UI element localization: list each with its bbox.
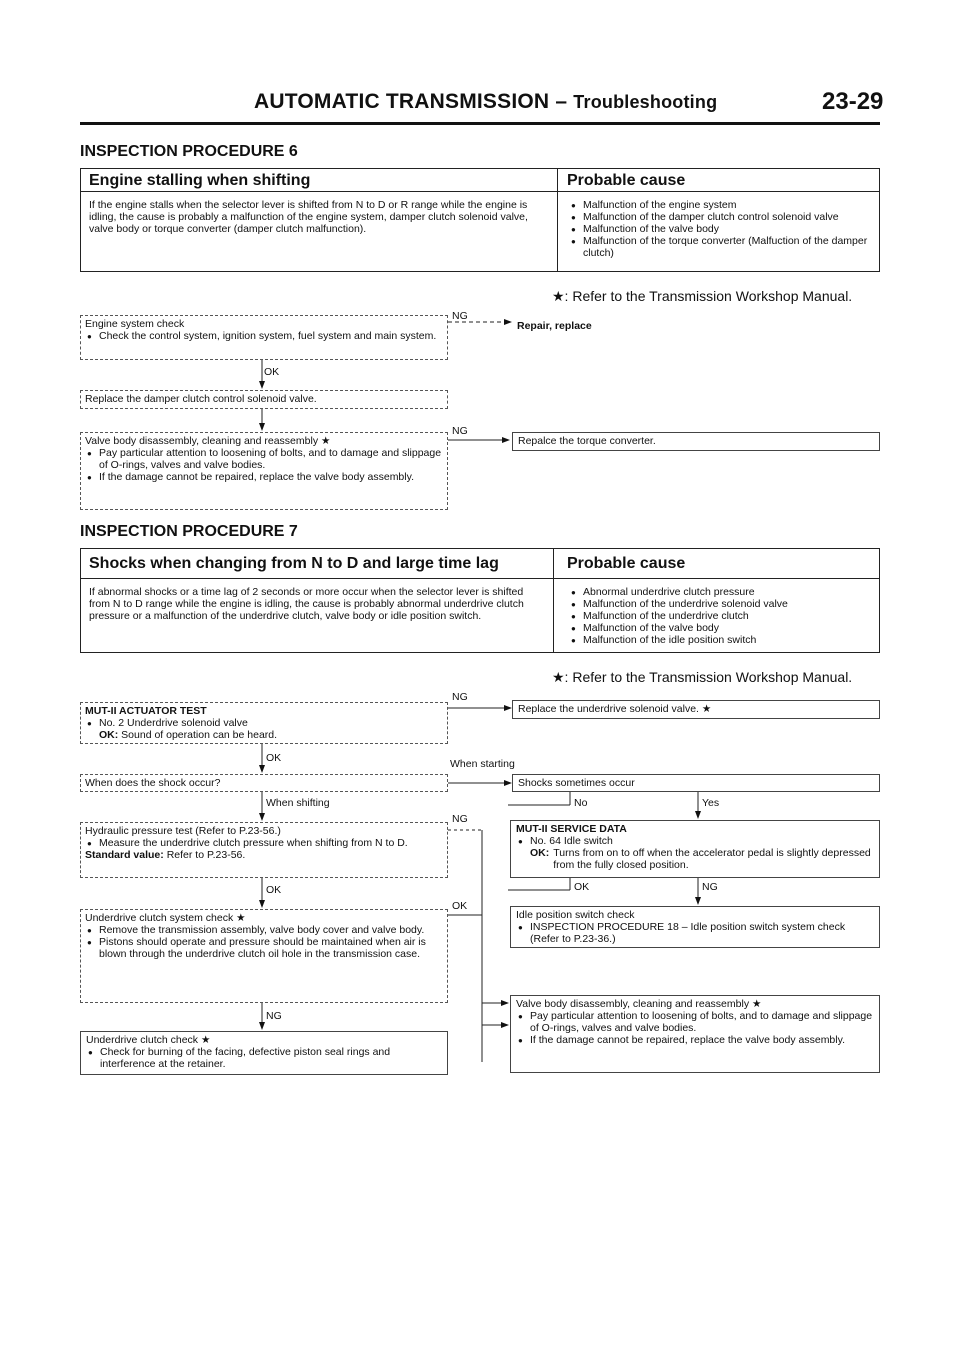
section-subtitle: Troubleshooting <box>573 92 718 112</box>
manual-title: AUTOMATIC TRANSMISSION <box>254 90 550 113</box>
title-dash: – <box>555 90 568 113</box>
cause-item: ● Abnormal underdrive clutch pressure <box>583 586 883 598</box>
proc6-ok-label: OK <box>264 366 280 378</box>
question-text: When does the shock occur? <box>85 777 221 789</box>
proc7-ng-c: NG <box>702 881 718 893</box>
standard-text: Refer to P.23-56. <box>166 849 246 861</box>
ok-text: Sound of operation can be heard. <box>121 729 278 741</box>
proc7-ok-a: OK <box>266 752 282 764</box>
cause-item: ● Malfunction of the damper clutch control solenoid valve <box>583 211 883 223</box>
ok-text: Turns from on to off when the accelerator pedal is slightly depressed from the fully closed position. <box>553 847 871 871</box>
proc7-ok-b: OK <box>266 884 282 896</box>
proc6-heading: INSPECTION PROCEDURE 6 <box>80 143 298 160</box>
step-title: Underdrive clutch check ★ <box>86 1034 211 1046</box>
cause-item: ● Malfunction of the valve body <box>583 622 883 634</box>
proc7-ng-b: NG <box>452 813 468 825</box>
step-item: ● No. 2 Underdrive solenoid valve <box>99 717 443 729</box>
proc7-ok-c: OK <box>574 881 590 893</box>
standard-label: Standard value: <box>85 849 164 861</box>
cause-item: ● Malfunction of the torque converter (Malfuction of the damper clutch) <box>583 235 883 259</box>
step-item: ● Check for burning of the facing, defective piston seal rings and interference at the retainer. <box>100 1046 442 1070</box>
result-text: Replace the underdrive solenoid valve. ★ <box>518 703 712 715</box>
result-text: Shocks sometimes occur <box>518 777 635 789</box>
proc7-ok-d: OK <box>452 900 468 912</box>
proc7-note: ★: Refer to the Transmission Workshop Manual. <box>552 669 853 685</box>
step-item: ● No. 64 Idle switch <box>530 835 874 847</box>
cause-item: ● Malfunction of the engine system <box>583 199 883 211</box>
proc7-cause-title: Probable cause <box>567 555 686 572</box>
proc6-note: ★: Refer to the Transmission Workshop Manual. <box>552 288 853 304</box>
proc6-cause-title: Probable cause <box>567 172 686 189</box>
proc7-symptom-title: Shocks when changing from N to D and large time lag <box>89 555 499 572</box>
cause-item: ● Malfunction of the underdrive solenoid valve <box>583 598 883 610</box>
step-item: ● Pay particular attention to loosening of bolts, and to damage and slippage of O-rings, valves and valve bodies. <box>99 447 443 471</box>
step-title: Underdrive clutch system check ★ <box>85 912 246 924</box>
cause-item: ● Malfunction of the valve body <box>583 223 883 235</box>
step-text: Replace the damper clutch control solenoid valve. <box>85 393 317 405</box>
step-item: ● Measure the underdrive clutch pressure when shifting from N to D. <box>99 837 443 849</box>
proc7-no-label: No <box>574 797 588 809</box>
proc6-repair-result: Repair, replace <box>517 320 592 332</box>
proc6-description: If the engine stalls when the selector lever is shifted from N to D or R range while the engine is idling, the cause is probably a malfunction of the engine system, damper clutch solenoid valve, valve body or torque converter (damper clutch malfunction). <box>89 199 528 235</box>
step-item: ● If the damage cannot be repaired, replace the valve body assembly. <box>530 1034 874 1046</box>
step-title: Hydraulic pressure test (Refer to P.23-56.) <box>85 825 281 837</box>
step-title: Valve body disassembly, cleaning and reassembly ★ <box>516 998 762 1010</box>
step-title: Engine system check <box>85 318 185 330</box>
proc7-description: If abnormal shocks or a time lag of 2 seconds or more occur when the selector lever is shifted from N to D range while the engine is idling, the cause is probably abnormal underdrive clutch pressure or a malfunction of the underdrive clutch, valve body or idle position switch. <box>89 586 524 622</box>
proc6-ng-label: NG <box>452 310 468 322</box>
step-title: Idle position switch check <box>516 909 635 921</box>
step-item: ● If the damage cannot be repaired, replace the valve body assembly. <box>99 471 443 483</box>
proc7-when-shifting: When shifting <box>266 797 330 809</box>
ok-label: OK: <box>530 847 550 859</box>
cause-item: ● Malfunction of the underdrive clutch <box>583 610 883 622</box>
step-item: ● Pistons should operate and pressure should be maintained when air is blown through the underdrive clutch oil hole in the transmission case. <box>99 936 443 960</box>
step-title: MUT-II SERVICE DATA <box>516 823 627 835</box>
cause-item: ● Malfunction of the idle position switch <box>583 634 883 646</box>
proc6-symptom-title: Engine stalling when shifting <box>89 172 311 189</box>
page-number: 23-29 <box>822 88 884 115</box>
result-text: Repalce the torque converter. <box>518 435 656 447</box>
proc7-yes-label: Yes <box>702 797 720 809</box>
proc7-ng-a: NG <box>452 691 468 703</box>
proc7-when-starting: When starting <box>450 758 515 770</box>
step-item: ● Remove the transmission assembly, valve body cover and valve body. <box>99 924 443 936</box>
step-title: Valve body disassembly, cleaning and reassembly ★ <box>85 435 331 447</box>
step-item: ● Pay particular attention to loosening of bolts, and to damage and slippage of O-rings, valves and valve bodies. <box>530 1010 874 1034</box>
step-item: ● Check the control system, ignition system, fuel system and main system. <box>99 330 443 342</box>
step-item: ● INSPECTION PROCEDURE 18 – Idle position switch system check (Refer to P.23-36.) <box>530 921 874 945</box>
step-title: MUT-II ACTUATOR TEST <box>85 705 207 717</box>
proc7-ng-d: NG <box>266 1010 282 1022</box>
proc7-heading: INSPECTION PROCEDURE 7 <box>80 523 298 540</box>
proc6-ng-label-2: NG <box>452 425 468 437</box>
ok-label: OK: <box>99 729 119 741</box>
